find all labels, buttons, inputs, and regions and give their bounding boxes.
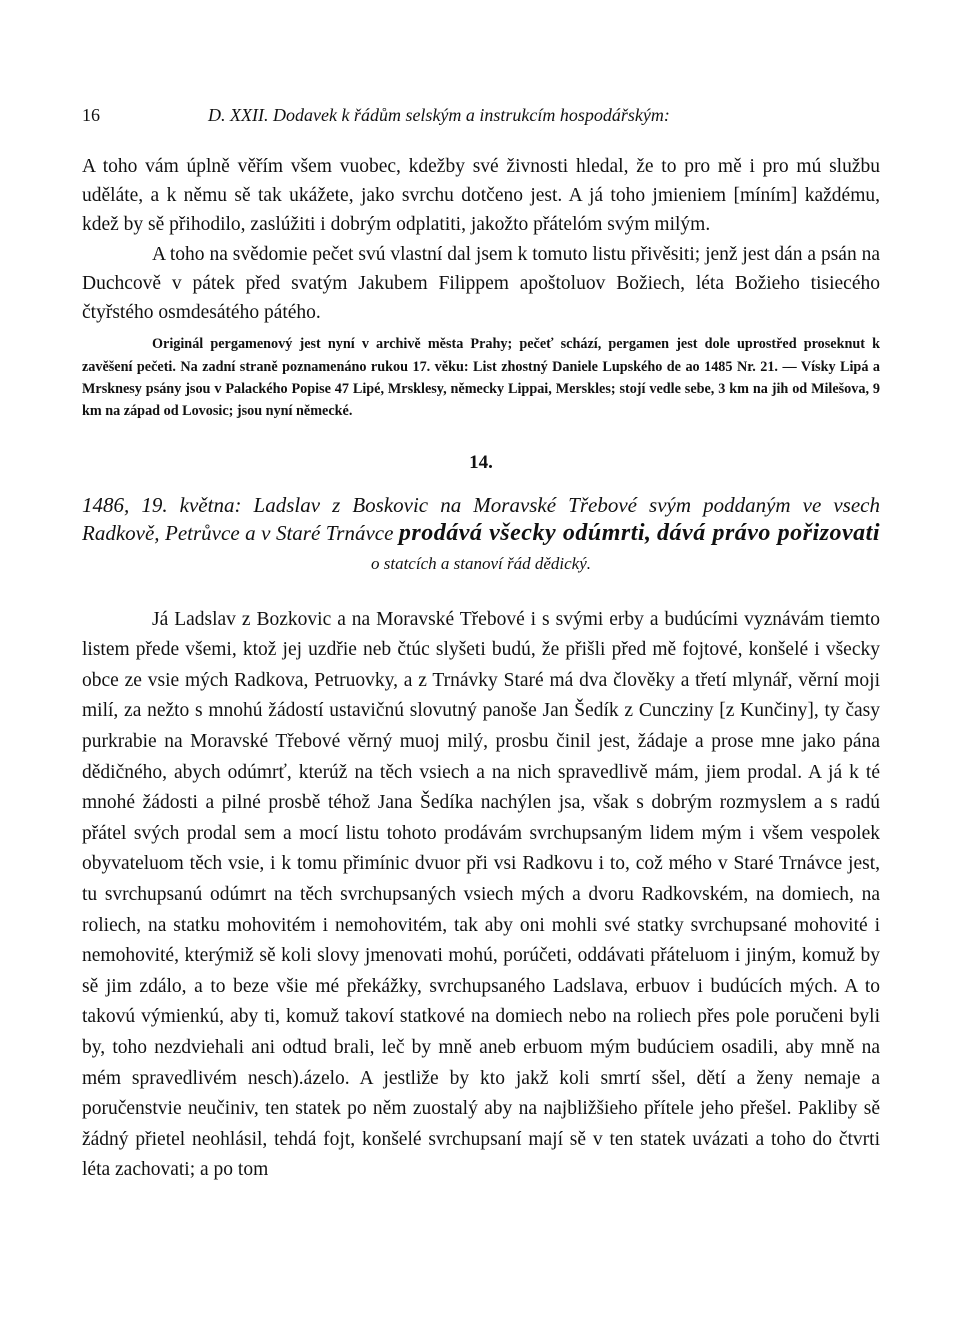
- page-number: 16: [82, 105, 100, 125]
- regest-text-2: o statcích a stanoví řád dědický.: [370, 554, 591, 574]
- document-number: 14.: [469, 451, 493, 473]
- continuation-paragraph-2: A toho na svědomie pečet svú vlastní dal jsem k tomuto listu přivěsiti; jenž jest dán a psán na Duchcově v pátek před svatým Jakubem Filippem apoštoluov Božiech, léta Božieho tisiecého čtyřstého osmdesátého pátého.: [82, 243, 880, 324]
- regest-text-1: 1486, 19. května: Ladslav z Boskovic na Moravské Třebové svým poddaným ve vsech Radkově, Petrůvce a v Staré Trnávce: [82, 492, 880, 546]
- running-title: D. XXII. Dodavek k řádům selským a instrukcím hospodářským:: [208, 105, 670, 125]
- regest-bold-1: prodává všecky odúmrti,: [398, 520, 652, 547]
- document-body: [82, 605, 880, 1186]
- regest-bold-2: dává právo pořizovati: [657, 520, 881, 547]
- continuation-paragraph-1: A toho vám úplně věřím všem vuobec, kdežby své živnosti hledal, že to pro mě i pro mú službu uděláte, a k němu sě tak ukážete, jako svrchu dotčeno jest. A já toho jmieniem [míním] každému, kdež by sě přihodilo, zaslúžiti i dobrým odplatiti, jakožto přátelóm svým milým.: [82, 156, 880, 236]
- running-head: [82, 100, 880, 130]
- editorial-note: [82, 333, 880, 423]
- document-body-paragraph: Já Ladslav z Bozkovic a na Moravské Třebové i s svými erby a budúcími vyznávám tiemto listem přede všemi, ktož jej uzdřie neb čtúc slyšeti budú, že přišli před mě fojtové, konšelé i všecky obce ze vsie mých Radkova, Petruovky, a z Trnávky Staré má dva člověky a třetí mlynář, věrní moji milí, za nežto s mnohú žádostí ustavičnú slovutný panoše Jan Šedík z Cuncziny [z Kunčiny], ty časy purkrabie na Moravské Třebové věrný muoj milý, prosbu činil jest, žádaje a prose mne jako pána dědičného, abych odúmrť, kterúž na těch vsiech a na nich spravedlivě mám, jiem prodal. A já k té mnohé žádosti a pilné prosbě téhož Jana Šedíka nachýlen jsa, však s dobrým rozmyslem a s radú přátel svých prodal sem a mocí listu tohoto prodávám svrchupsaným lidem mým i všem vespolek obyvateluom těch vsie, i k tomu přimínic dvuor při vsi Radkovu i to, což mého v Staré Trnávce jest, tu svrchupsanú odúmrt na těch svrchupsaných vsiech mých a dvoru Radkovském, na domiech, na roliech, na statku mohovitém i nemohovitém, tak aby oni mohli své statky svrchupsané mohovité i nemohovité, kterýmiž sě koli slovy jmenovati mohú, porúčeti, oddávati přáteluom i jiným, komuž by sě jim zdálo, a to beze všie mé překážky, svrchupsaného Ladslava, erbuov i budúcích mých. A to takovú výmienkú, aby ti, komuž takoví statkové na domiech nebo na roliech přes pole poručeni byli by, toho nezdviehali ani odtud brali, leč by mně aneb erbuom mým budúciem osadili, aby mně na mém spravedlivém nesch).ázelo. A jestližе by kto jakž koli smrtí sšel, dětí a ženy nemaje a poručenstvie neučiniv, ten statek po něm zuostalý aby na najbližšieho přítele jeho přešel. Pakliby sě žádný přietel neohlásil, tehdá fojt, konšelé svrchupsaní mají sě v ten statek uvázati a toho do čtvrti léta zachovati; a po tom: [82, 608, 880, 1181]
- document-regest: [82, 491, 880, 579]
- continuation-text: [82, 152, 880, 327]
- editorial-note-text: Originál pergamenový jest nyní v archivě města Prahy; pečeť schází, pergamen jest dole uprostřed proseknut k zavěšení pečeti. Na zadní straně poznamenáno rukou 17. věku: List zhostný Daniele Lupského de ao 1485 Nr. 21. — Vísky Lipá a Mrsknesy psány jsou v Palackého Popise 47 Lipé, Mrsklesy, německy Lippai, Merskles; stojí vedle sebe, 3 km na jih od Milešova, 9 km na západ od Lovosic; jsou nyní německé.: [82, 336, 880, 420]
